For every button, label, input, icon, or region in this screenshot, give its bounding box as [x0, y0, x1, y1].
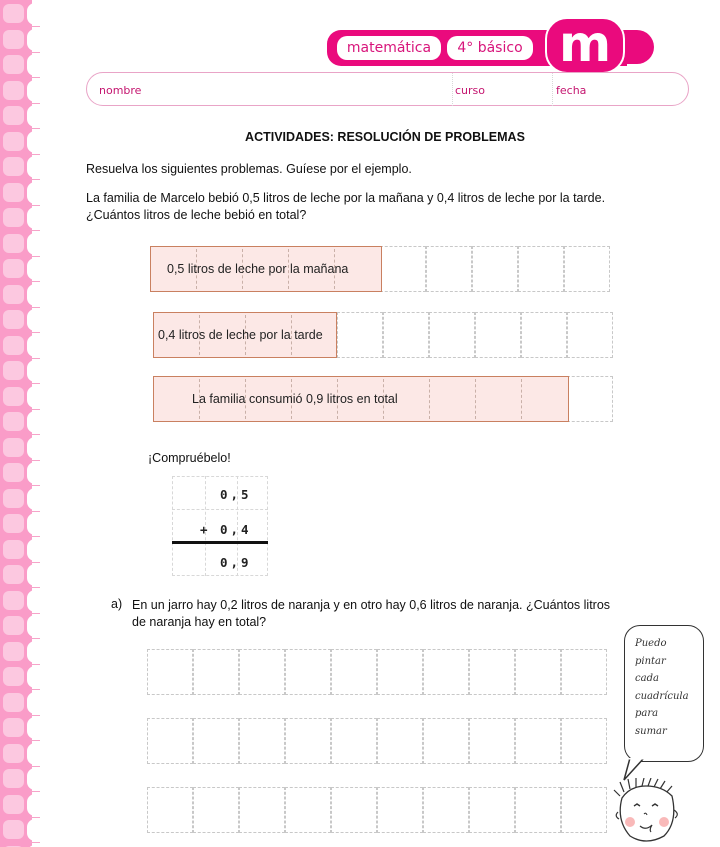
border-notch — [27, 768, 41, 790]
border-hole — [3, 642, 24, 661]
speech-line: cuadrícula — [635, 690, 689, 702]
grid-cell[interactable] — [239, 787, 285, 833]
border-hole — [3, 412, 24, 431]
border-notch — [27, 437, 41, 459]
border-tick — [30, 485, 40, 486]
speech-line: para — [635, 708, 659, 719]
check-heading: ¡Compruébelo! — [148, 451, 231, 465]
border-hole — [3, 336, 24, 355]
border-hole — [3, 157, 24, 176]
border-notch — [27, 309, 41, 331]
border-tick — [30, 358, 40, 359]
border-notch — [27, 360, 41, 382]
border-notch — [27, 564, 41, 586]
border-tick — [30, 791, 40, 792]
border-notch — [27, 54, 41, 76]
example-problem-line1: La familia de Marcelo bebió 0,5 litros de leche por la mañana y 0,4 litros de leche por la tarde. — [86, 191, 606, 205]
speech-line: pintar — [635, 655, 666, 667]
border-tick — [30, 842, 40, 843]
grid-cell[interactable] — [423, 649, 469, 695]
morning-fill-bar — [150, 246, 382, 292]
grid-cell[interactable] — [377, 718, 423, 764]
grid-cell[interactable] — [193, 787, 239, 833]
brand-header-ear — [622, 30, 654, 64]
border-hole — [3, 361, 24, 380]
border-notch — [27, 462, 41, 484]
grid-cell[interactable] — [239, 649, 285, 695]
border-hole — [3, 30, 24, 49]
grid-cell[interactable] — [561, 787, 607, 833]
calc-grid-line — [172, 476, 173, 576]
cell-divider — [521, 379, 522, 419]
grid-cell[interactable] — [147, 718, 193, 764]
border-notch — [27, 284, 41, 306]
border-notch — [27, 794, 41, 816]
border-notch — [27, 743, 41, 765]
answer-grid-3[interactable] — [147, 787, 609, 833]
border-tick — [30, 536, 40, 537]
border-notch — [27, 411, 41, 433]
border-notch — [27, 207, 41, 229]
border-hole — [3, 81, 24, 100]
border-notch — [27, 513, 41, 535]
grid-cell — [426, 246, 472, 292]
calc-grid-line — [172, 509, 268, 510]
speech-bubble — [624, 625, 704, 762]
border-tick — [30, 460, 40, 461]
border-hole — [3, 4, 24, 23]
border-hole — [3, 463, 24, 482]
total-bar-label: La familia consumió 0,9 litros en total — [192, 392, 398, 406]
grid-cell — [472, 246, 518, 292]
grid-cell[interactable] — [285, 718, 331, 764]
border-hole — [3, 285, 24, 304]
grid-cell[interactable] — [147, 787, 193, 833]
border-tick — [30, 52, 40, 53]
border-tick — [30, 689, 40, 690]
border-tick — [30, 230, 40, 231]
calc-grid-line — [267, 476, 268, 576]
border-hole — [3, 234, 24, 253]
cell-divider — [475, 379, 476, 419]
border-notch — [27, 717, 41, 739]
border-hole — [3, 489, 24, 508]
grid-cell[interactable] — [469, 787, 515, 833]
field-divider — [452, 73, 453, 106]
grid-cell[interactable] — [331, 787, 377, 833]
border-hole — [3, 183, 24, 202]
grid-cell[interactable] — [239, 718, 285, 764]
grid-cell — [475, 312, 521, 358]
border-notch — [27, 233, 41, 255]
border-tick — [30, 817, 40, 818]
border-hole — [3, 616, 24, 635]
border-tick — [30, 256, 40, 257]
grade-badge: 4° básico — [447, 36, 533, 60]
border-tick — [30, 613, 40, 614]
border-hole — [3, 208, 24, 227]
border-hole — [3, 718, 24, 737]
addend-2: 0,4 — [220, 522, 252, 537]
border-tick — [30, 77, 40, 78]
student-info-bar — [86, 72, 689, 106]
border-tick — [30, 179, 40, 180]
afternoon-fill-bar — [153, 312, 337, 358]
border-notch — [27, 80, 41, 102]
border-tick — [30, 154, 40, 155]
speech-line: cada — [635, 673, 659, 684]
border-tick — [30, 383, 40, 384]
grid-cell — [567, 312, 613, 358]
grid-cell[interactable] — [515, 649, 561, 695]
grid-cell[interactable] — [377, 649, 423, 695]
sum-rule-line — [172, 541, 268, 544]
speech-bubble-text — [635, 635, 689, 740]
border-notch — [27, 539, 41, 561]
border-hole — [3, 565, 24, 584]
grid-cell[interactable] — [561, 649, 607, 695]
border-tick — [30, 434, 40, 435]
border-tick — [30, 664, 40, 665]
border-hole — [3, 820, 24, 839]
answer-grid-2[interactable] — [147, 718, 609, 764]
grid-cell — [564, 246, 610, 292]
grid-cell[interactable] — [561, 718, 607, 764]
border-hole — [3, 667, 24, 686]
border-tick — [30, 332, 40, 333]
border-tick — [30, 103, 40, 104]
morning-bar-label: 0,5 litros de leche por la mañana — [167, 262, 349, 276]
border-hole — [3, 310, 24, 329]
border-tick — [30, 740, 40, 741]
course-field-label: curso — [455, 84, 486, 97]
grid-cell[interactable] — [193, 649, 239, 695]
border-hole — [3, 514, 24, 533]
border-notch — [27, 488, 41, 510]
vertical-addition — [172, 476, 268, 576]
grid-cell[interactable] — [331, 718, 377, 764]
border-tick — [30, 128, 40, 129]
cartoon-face-icon — [612, 778, 684, 844]
grid-cell[interactable] — [377, 787, 423, 833]
grid-cell[interactable] — [285, 787, 331, 833]
border-hole — [3, 438, 24, 457]
grid-cell — [383, 312, 429, 358]
calc-grid-line — [172, 476, 268, 477]
border-tick — [30, 587, 40, 588]
field-divider — [552, 73, 553, 106]
grid-cell[interactable] — [331, 649, 377, 695]
grid-cell[interactable] — [423, 718, 469, 764]
border-tick — [30, 766, 40, 767]
name-field-label: nombre — [99, 84, 142, 97]
border-hole — [3, 693, 24, 712]
border-hole — [3, 769, 24, 788]
cell-divider — [429, 379, 430, 419]
border-hole — [3, 591, 24, 610]
problem-a-line2: de naranja hay en total? — [132, 615, 267, 629]
problem-a-label: a) — [111, 597, 123, 611]
grid-cell[interactable] — [193, 718, 239, 764]
grid-cell[interactable] — [285, 649, 331, 695]
problem-a-text — [132, 597, 672, 631]
border-hole — [3, 106, 24, 125]
border-notch — [27, 692, 41, 714]
border-notch — [27, 105, 41, 127]
problem-a-line1: En un jarro hay 0,2 litros de naranja y en otro hay 0,6 litros de naranja. ¿Cuántos litros — [132, 598, 611, 612]
border-hole — [3, 387, 24, 406]
border-notch — [27, 590, 41, 612]
grid-cell — [521, 312, 567, 358]
grid-cell — [380, 246, 426, 292]
border-tick — [30, 205, 40, 206]
border-hole — [3, 744, 24, 763]
border-hole — [3, 55, 24, 74]
answer-grid-1[interactable] — [147, 649, 609, 695]
grid-cell — [518, 246, 564, 292]
plus-sign: + — [200, 522, 211, 537]
border-notch — [27, 335, 41, 357]
speech-line: Puedo — [635, 638, 667, 649]
grid-cell[interactable] — [515, 787, 561, 833]
border-notch — [27, 29, 41, 51]
instructions-text: Resuelva los siguientes problemas. Guíese por el ejemplo. — [86, 162, 412, 176]
grid-cell[interactable] — [423, 787, 469, 833]
grid-cell[interactable] — [147, 649, 193, 695]
decorative-perforated-border — [0, 0, 32, 847]
total-fill-bar — [153, 376, 569, 422]
border-notch — [27, 386, 41, 408]
border-tick — [30, 307, 40, 308]
border-notch — [27, 3, 41, 25]
grid-cell[interactable] — [515, 718, 561, 764]
border-tick — [30, 562, 40, 563]
border-tick — [30, 511, 40, 512]
border-hole — [3, 795, 24, 814]
grid-cell[interactable] — [469, 718, 515, 764]
afternoon-bar-label: 0,4 litros de leche por la tarde — [158, 328, 323, 342]
border-notch — [27, 666, 41, 688]
border-notch — [27, 819, 41, 841]
brand-logo: m — [545, 17, 625, 74]
border-notch — [27, 258, 41, 280]
border-notch — [27, 156, 41, 178]
grid-cell — [429, 312, 475, 358]
border-notch — [27, 641, 41, 663]
grid-cell[interactable] — [469, 649, 515, 695]
border-notch — [27, 615, 41, 637]
sum-result: 0,9 — [220, 555, 252, 570]
date-field-label: fecha — [556, 84, 587, 97]
subject-badge: matemática — [337, 36, 441, 60]
border-tick — [30, 638, 40, 639]
calc-grid-line — [172, 575, 268, 576]
border-tick — [30, 281, 40, 282]
border-tick — [30, 26, 40, 27]
border-hole — [3, 540, 24, 559]
speech-line: sumar — [635, 725, 667, 737]
grid-cell — [337, 312, 383, 358]
example-problem-line2: ¿Cuántos litros de leche bebió en total? — [86, 208, 307, 222]
border-hole — [3, 259, 24, 278]
page-title: ACTIVIDADES: RESOLUCIÓN DE PROBLEMAS — [245, 130, 525, 144]
border-tick — [30, 715, 40, 716]
border-tick — [30, 409, 40, 410]
border-notch — [27, 182, 41, 204]
addend-1: 0,5 — [220, 487, 252, 502]
grid-cell — [567, 376, 613, 422]
